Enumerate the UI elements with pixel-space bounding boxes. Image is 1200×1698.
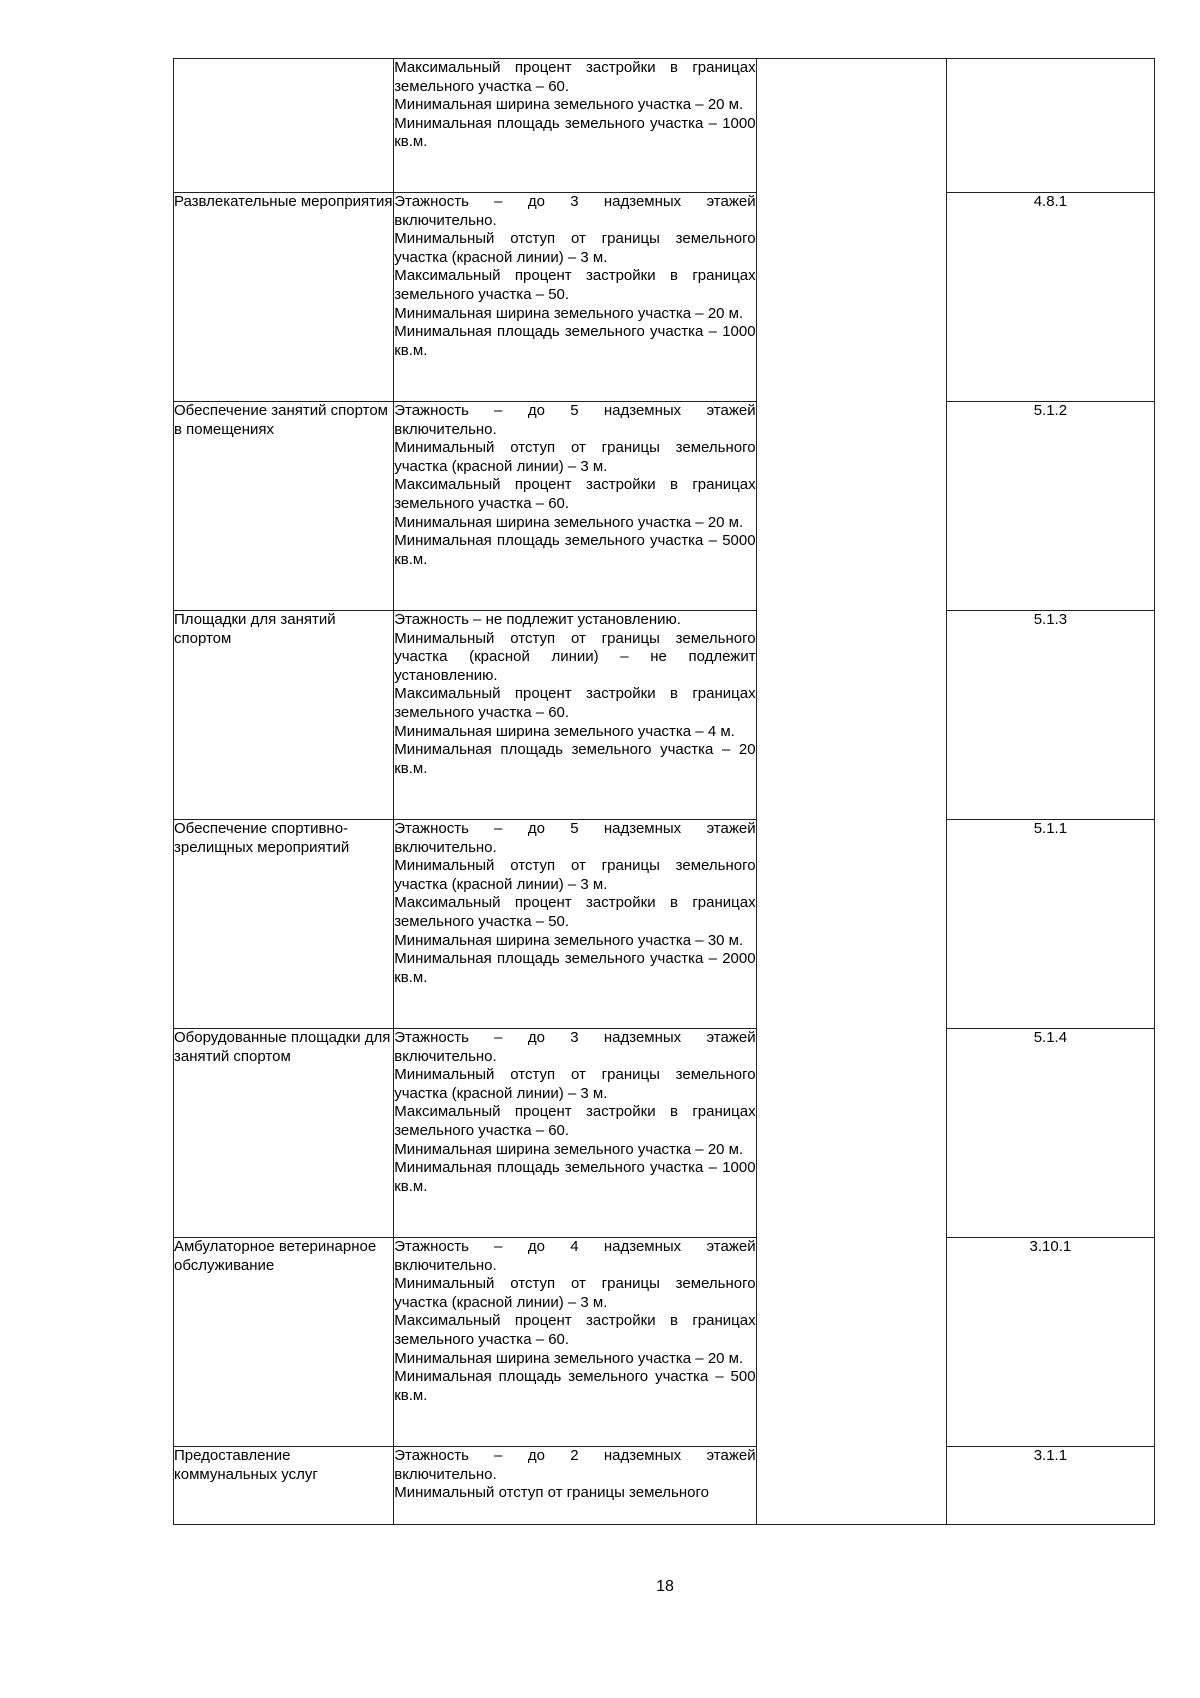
land-use-name-cell: Площадки для занятий спортом xyxy=(174,611,394,820)
parameter-line: Минимальная ширина земельного участка – 30 м. xyxy=(394,931,744,949)
parameter-line: Минимальная ширина земельного участка – 20 м. xyxy=(394,96,744,114)
classifier-code-cell: 5.1.4 xyxy=(946,1029,1154,1238)
classifier-code-cell: 3.10.1 xyxy=(946,1238,1154,1447)
classifier-code-cell xyxy=(946,59,1154,193)
parameter-line: Этажность – до 5 надземных этажей включительно. xyxy=(394,820,756,856)
parameter-line: Этажность – до 5 надземных этажей включительно. xyxy=(394,402,756,438)
table-row xyxy=(174,1238,1155,1447)
parameter-line: Минимальная ширина земельного участка – 20 м. xyxy=(394,513,744,531)
land-use-name-cell: Оборудованные площадки для занятий спортом xyxy=(174,1029,394,1238)
classifier-code-cell: 5.1.2 xyxy=(946,402,1154,611)
table-row xyxy=(174,1447,1155,1525)
table-row xyxy=(174,1029,1155,1238)
parameter-line: Этажность – до 3 надземных этажей включительно. xyxy=(394,1029,756,1065)
parameters-cell xyxy=(394,820,756,1029)
parameter-line: Максимальный процент застройки в границах земельного участка – 50. xyxy=(394,267,756,303)
parameters-cell xyxy=(394,402,756,611)
table-row xyxy=(174,193,1155,402)
classifier-code-cell: 3.1.1 xyxy=(946,1447,1154,1525)
parameters-cell xyxy=(394,59,756,193)
parameter-line: Минимальный отступ от границы земельного участка (красной линии) – 3 м. xyxy=(394,230,756,266)
table-row xyxy=(174,59,1155,193)
parameter-line: Минимальный отступ от границы земельного участка (красной линии) – не подлежит установлению. xyxy=(394,629,756,684)
parameter-line: Этажность – до 4 надземных этажей включительно. xyxy=(394,1238,756,1274)
parameter-line: Минимальная ширина земельного участка – 20 м. xyxy=(394,304,744,322)
parameter-line: Минимальный отступ от границы земельного участка (красной линии) – 3 м. xyxy=(394,1275,756,1311)
parameter-line: Минимальная ширина земельного участка – 4 м. xyxy=(394,722,735,740)
parameter-line: Максимальный процент застройки в границах земельного участка – 60. xyxy=(394,476,756,512)
classifier-code-cell: 5.1.3 xyxy=(946,611,1154,820)
land-use-table xyxy=(173,58,1155,1525)
parameter-line: Минимальный отступ от границы земельного участка (красной линии) – 3 м. xyxy=(394,857,756,893)
parameter-line: Этажность – до 3 надземных этажей включительно. xyxy=(394,193,756,229)
parameters-cell xyxy=(394,1029,756,1238)
parameter-line: Минимальный отступ от границы земельного участка (красной линии) – 3 м. xyxy=(394,1066,756,1102)
parameter-line: Минимальный отступ от границы земельного участка (красной линии) – 3 м. xyxy=(394,439,756,475)
table-row xyxy=(174,611,1155,820)
parameter-line: Минимальная площадь земельного участка – 2000 кв.м. xyxy=(394,950,756,986)
page-number: 18 xyxy=(656,1578,674,1595)
parameter-line: Минимальная площадь земельного участка – 5000 кв.м. xyxy=(394,532,756,568)
parameter-line: Максимальный процент застройки в границах земельного участка – 60. xyxy=(394,59,756,95)
parameter-line: Этажность – до 2 надземных этажей включительно. xyxy=(394,1447,756,1483)
table-row xyxy=(174,402,1155,611)
classifier-code-cell: 4.8.1 xyxy=(946,193,1154,402)
parameters-cell xyxy=(394,611,756,820)
land-use-name-cell: Обеспечение занятий спортом в помещениях xyxy=(174,402,394,611)
parameter-line: Максимальный процент застройки в границах земельного участка – 60. xyxy=(394,685,756,721)
parameters-cell xyxy=(394,1447,756,1525)
parameter-line: Минимальная площадь земельного участка – 500 кв.м. xyxy=(394,1368,756,1404)
parameter-line: Минимальная площадь земельного участка – 1000 кв.м. xyxy=(394,1159,756,1195)
parameter-line: Максимальный процент застройки в границах земельного участка – 50. xyxy=(394,894,756,930)
parameter-line: Минимальная ширина земельного участка – 20 м. xyxy=(394,1140,744,1158)
land-use-name-cell: Обеспечение спортивно-зрелищных мероприятий xyxy=(174,820,394,1029)
land-use-name-cell: Предоставление коммунальных услуг xyxy=(174,1447,394,1525)
classifier-code-cell: 5.1.1 xyxy=(946,820,1154,1029)
parameter-line: Минимальная площадь земельного участка – 1000 кв.м. xyxy=(394,323,756,359)
land-use-name-cell: Амбулаторное ветеринарное обслуживание xyxy=(174,1238,394,1447)
parameter-line: Минимальная ширина земельного участка – 20 м. xyxy=(394,1349,744,1367)
parameters-cell xyxy=(394,193,756,402)
land-use-name-cell: Развлекательные мероприятия xyxy=(174,193,394,402)
parameter-line: Минимальная площадь земельного участка – 1000 кв.м. xyxy=(394,114,756,151)
table-row xyxy=(174,820,1155,1029)
table-body xyxy=(174,59,1155,1525)
parameter-line: Минимальный отступ от границы земельного xyxy=(394,1484,709,1502)
parameter-line: Этажность – не подлежит установлению. xyxy=(394,611,681,628)
empty-column-cell xyxy=(756,59,946,1525)
land-use-name-cell xyxy=(174,59,394,193)
parameter-line: Максимальный процент застройки в границах земельного участка – 60. xyxy=(394,1103,756,1139)
parameters-cell xyxy=(394,1238,756,1447)
parameter-line: Минимальная площадь земельного участка – 20 кв.м. xyxy=(394,741,756,777)
parameter-line: Максимальный процент застройки в границах земельного участка – 60. xyxy=(394,1312,756,1348)
